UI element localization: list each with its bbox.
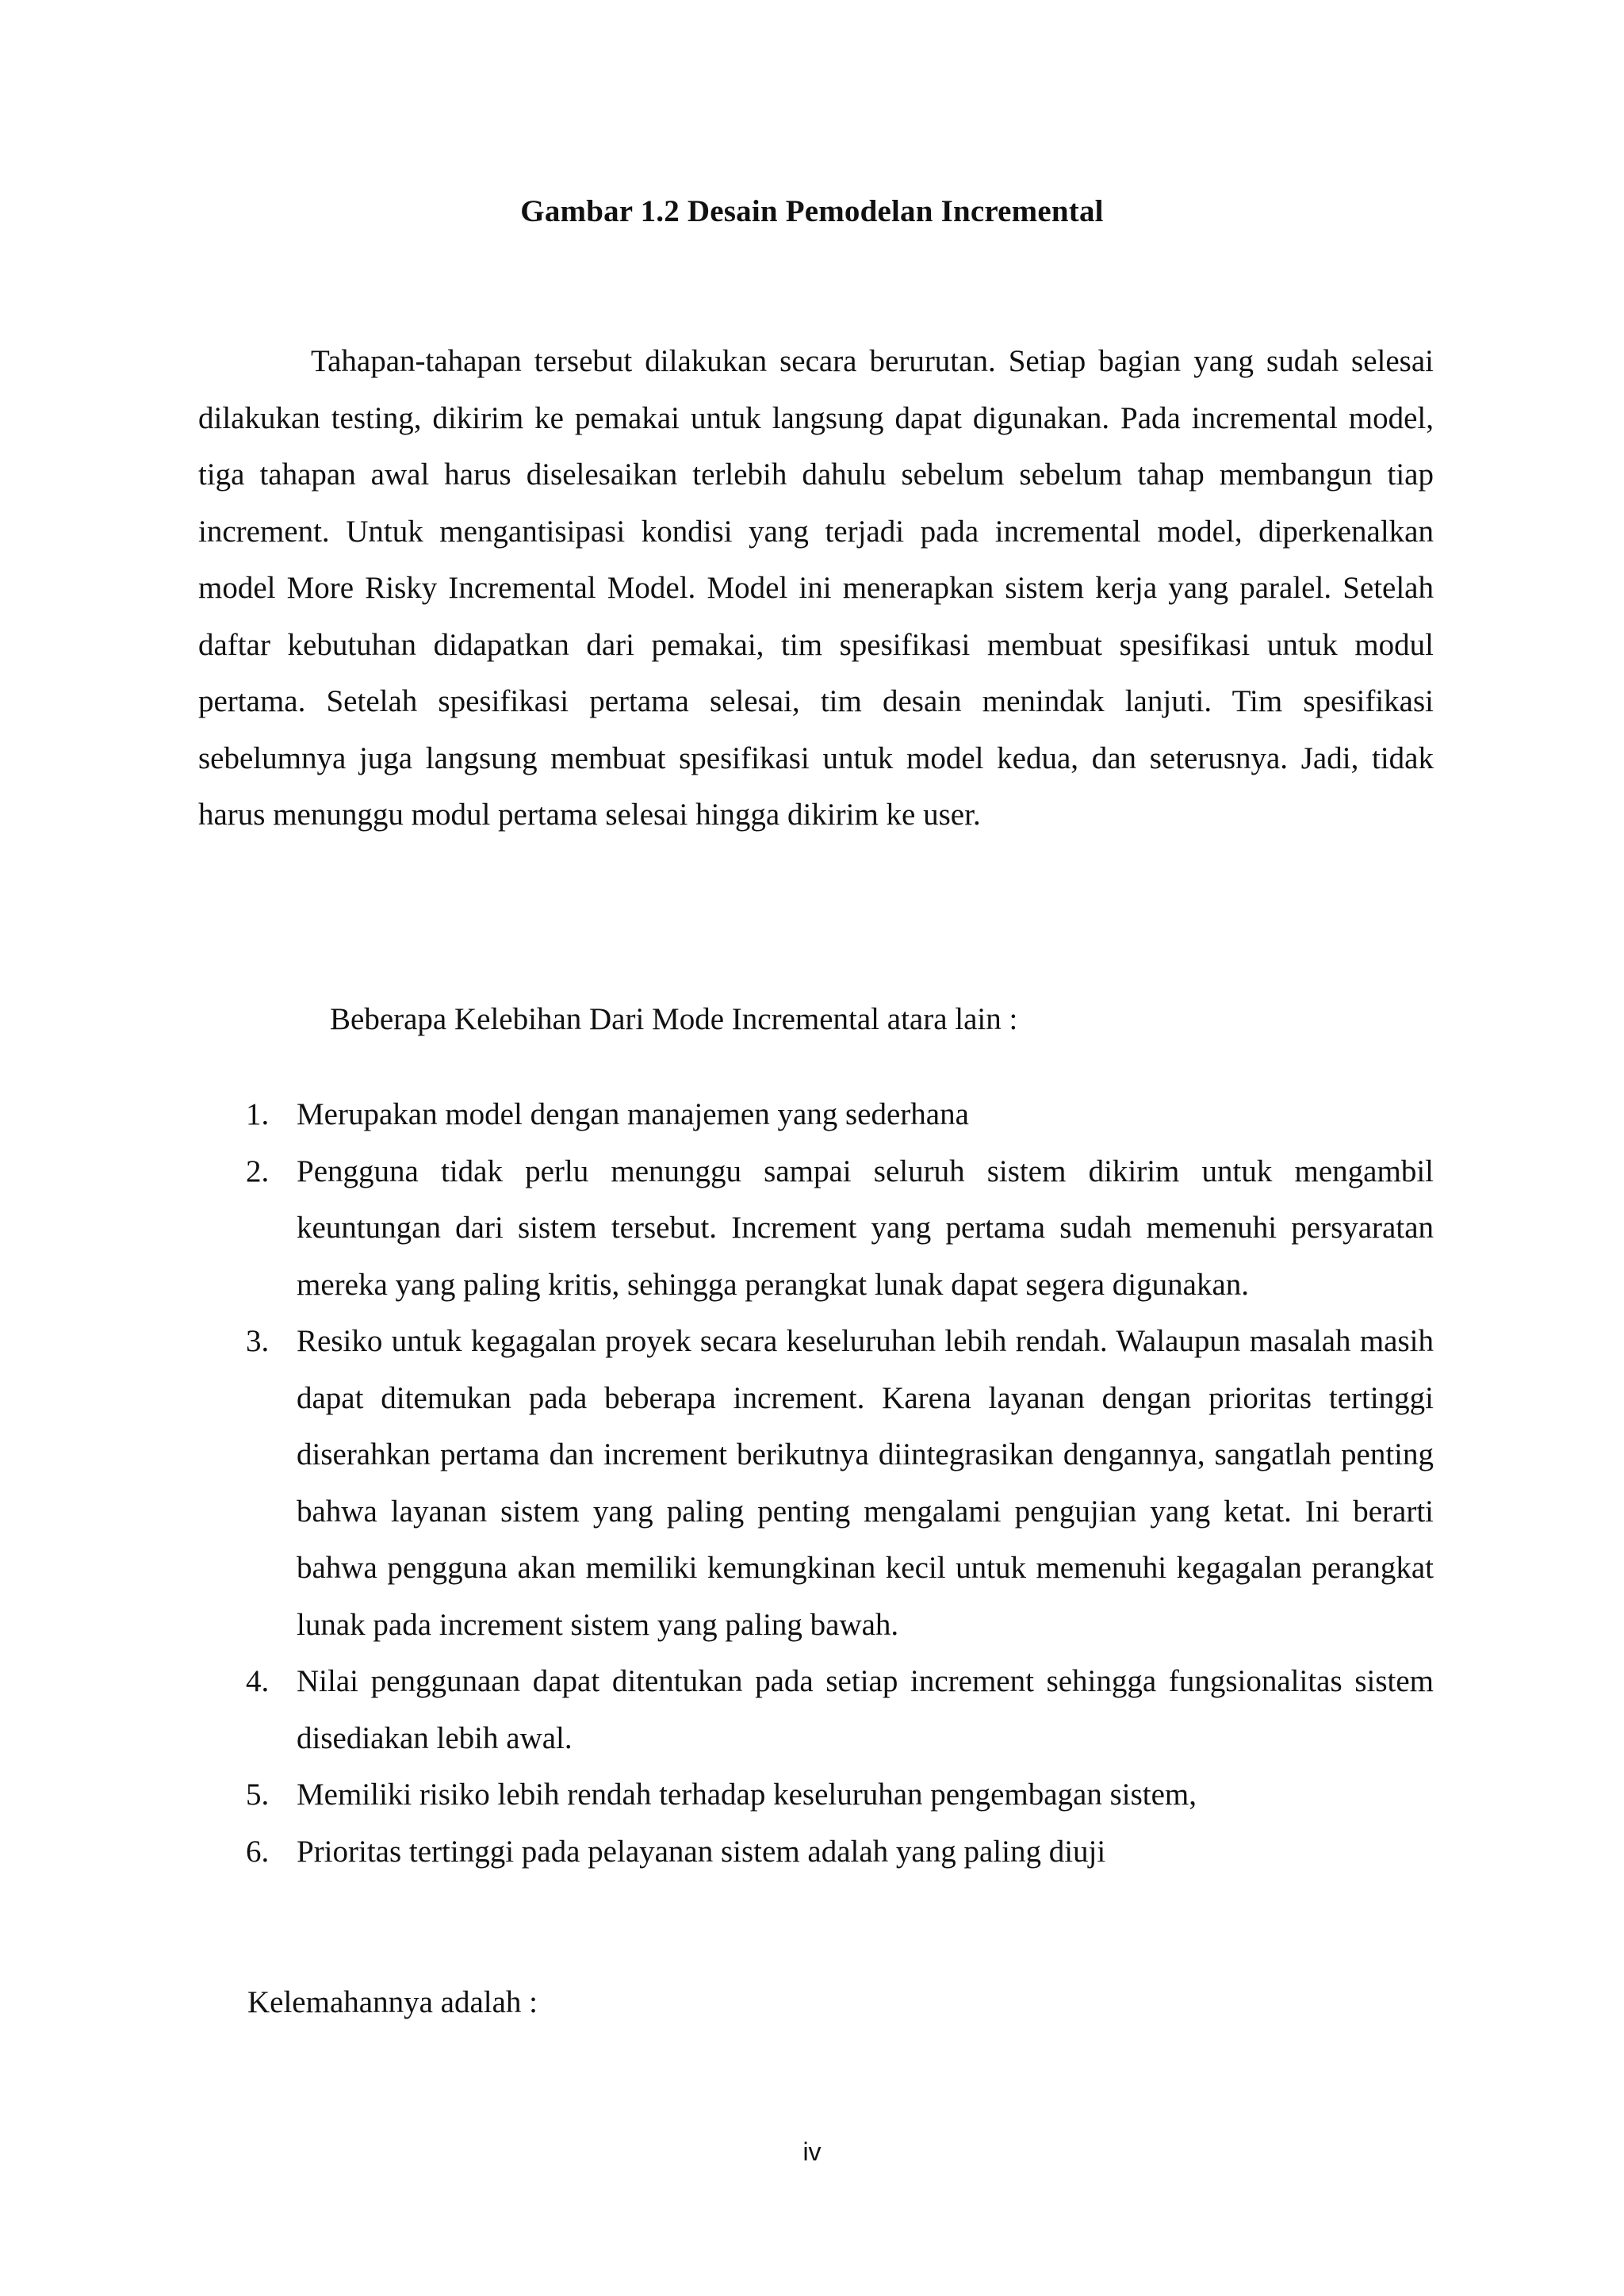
advantages-list	[198, 1086, 1434, 1880]
list-item-number: 2.	[246, 1154, 270, 1188]
list-item-text: Memiliki risiko lebih rendah terhadap keseluruhan pengembagan sistem,	[297, 1777, 1197, 1812]
advantages-intro: Beberapa Kelebihan Dari Mode Incremental atara lain :	[330, 1002, 1018, 1036]
figure-caption: Gambar 1.2 Desain Pemodelan Incremental	[520, 194, 1104, 228]
weakness-heading: Kelemahannya adalah :	[247, 1985, 538, 2019]
page-number: iv	[802, 2137, 822, 2166]
list-item	[198, 1766, 1434, 1823]
list-item-text: Pengguna tidak perlu menunggu sampai seluruh sistem dikirim untuk mengambil keuntungan dari sistem tersebut. Increment yang pertama sudah memenuhi persyaratan mereka yang paling kritis, sehingga perangkat lunak dapat segera digunakan.	[297, 1154, 1434, 1302]
list-item	[198, 1143, 1434, 1314]
list-item-number: 5.	[246, 1777, 270, 1812]
list-item	[198, 1653, 1434, 1766]
list-item	[198, 1823, 1434, 1881]
list-item-text: Nilai penggunaan dapat ditentukan pada setiap increment sehingga fungsionalitas sistem disediakan lebih awal.	[297, 1664, 1434, 1755]
list-item	[198, 1313, 1434, 1653]
list-item-text: Resiko untuk kegagalan proyek secara keseluruhan lebih rendah. Walaupun masalah masih dapat ditemukan pada beberapa increment. Karena layanan dengan prioritas tertinggi diserahkan pertama dan increment berikutnya diintegrasikan dengannya, sangatlah penting bahwa layanan sistem yang paling penting mengalami pengujian yang ketat. Ini berarti bahwa pengguna akan memiliki kemungkinan kecil untuk memenuhi kegagalan perangkat lunak pada increment sistem yang paling bawah.	[297, 1324, 1434, 1642]
list-item-text: Prioritas tertinggi pada pelayanan sistem adalah yang paling diuji	[297, 1834, 1106, 1869]
list-item-number: 1.	[246, 1097, 270, 1131]
list-item-number: 4.	[246, 1664, 270, 1698]
body-paragraph: Tahapan-tahapan tersebut dilakukan secara berurutan. Setiap bagian yang sudah selesai dilakukan testing, dikirim ke pemakai untuk langsung dapat digunakan. Pada incremental model, tiga tahapan awal harus diselesaikan terlebih dahulu sebelum sebelum tahap membangun tiap increment. Untuk mengantisipasi kondisi yang terjadi pada incremental model, diperkenalkan model More Risky Incremental Model. Model ini menerapkan sistem kerja yang paralel. Setelah daftar kebutuhan didapatkan dari pemakai, tim spesifikasi membuat spesifikasi untuk modul pertama. Setelah spesifikasi pertama selesai, tim desain menindak lanjuti. Tim spesifikasi sebelumnya juga langsung membuat spesifikasi untuk model kedua, dan seterusnya. Jadi, tidak harus menunggu modul pertama selesai hingga dikirim ke user.	[198, 344, 1434, 832]
list-item-number: 3.	[246, 1324, 270, 1358]
list-item-number: 6.	[246, 1834, 270, 1869]
list-item-text: Merupakan model dengan manajemen yang sederhana	[297, 1097, 969, 1131]
list-item	[198, 1086, 1434, 1143]
